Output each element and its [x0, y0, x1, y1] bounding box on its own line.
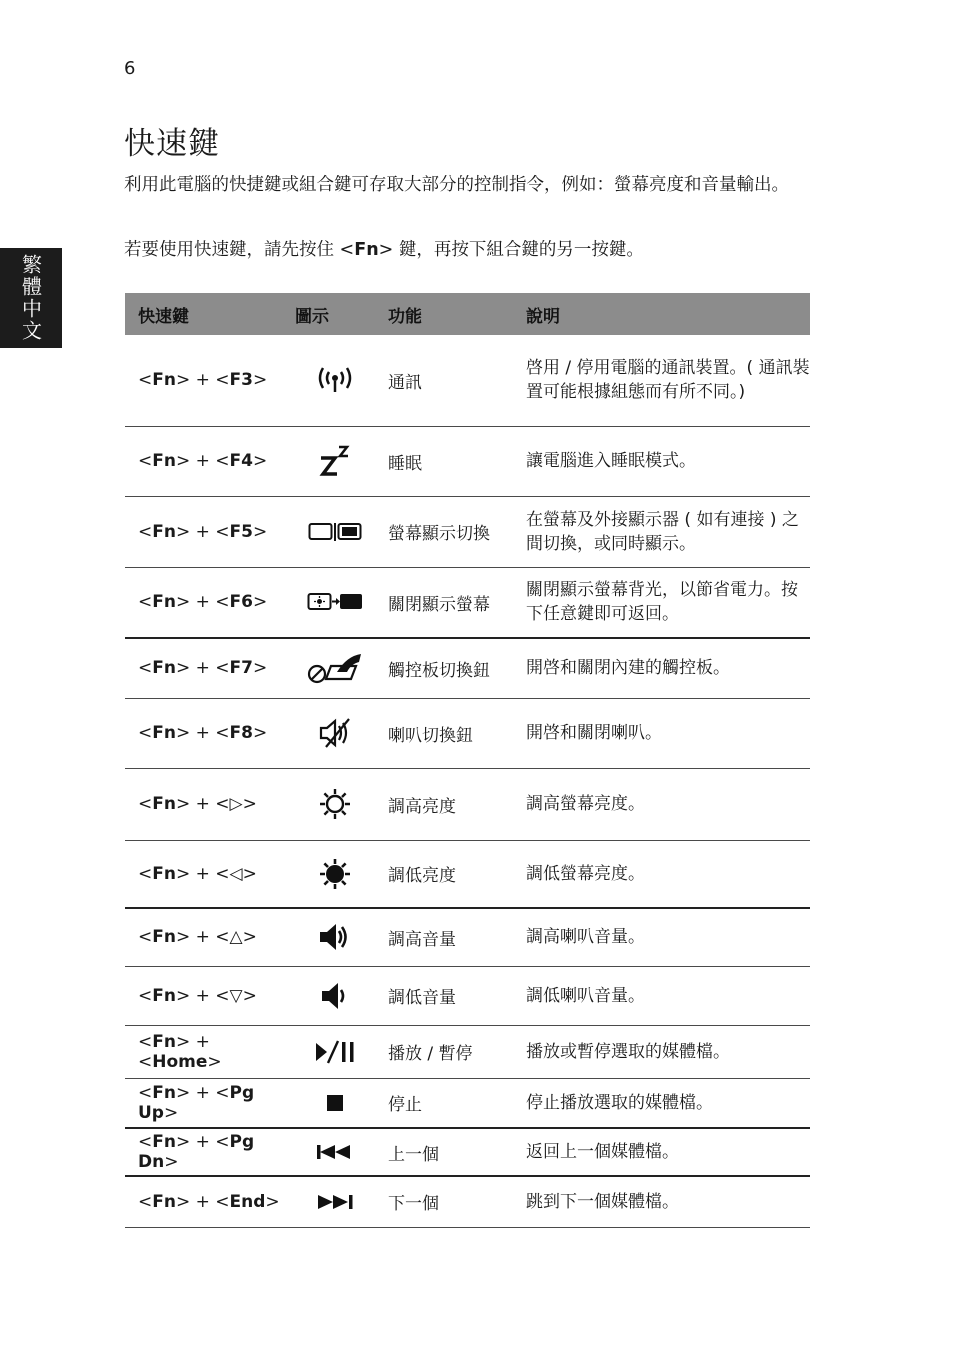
key-combo: <Fn> + <Pg Dn> — [125, 1128, 295, 1176]
page-title: 快速鍵 — [124, 126, 220, 162]
key-combo: <Fn> + <F8> — [125, 698, 295, 768]
volume-up-icon — [318, 922, 352, 952]
function-label: 調高音量 — [375, 908, 513, 966]
previous-track-icon — [315, 1143, 355, 1161]
wireless-communication-icon — [315, 366, 355, 394]
function-label: 停止 — [375, 1078, 513, 1128]
function-label: 下一個 — [375, 1176, 513, 1227]
description-text: 關閉顯示螢幕背光，以節省電力。按下任意鍵即可返回。 — [513, 567, 810, 638]
function-label: 喇叭切換鈕 — [375, 698, 513, 768]
description-text: 調低螢幕亮度。 — [513, 840, 810, 908]
stop-icon — [325, 1093, 345, 1113]
key-combo: <Fn> + <Home> — [125, 1025, 295, 1078]
function-label: 通訊 — [375, 335, 513, 426]
table-row — [125, 496, 810, 567]
description-text: 停止播放選取的媒體檔。 — [513, 1078, 810, 1128]
description-text: 調高喇叭音量。 — [513, 908, 810, 966]
function-label: 上一個 — [375, 1128, 513, 1176]
table-row — [125, 698, 810, 768]
sleep-zz-icon — [318, 444, 352, 478]
brightness-up-icon — [319, 788, 351, 820]
function-label: 關閉顯示螢幕 — [375, 567, 513, 638]
display-toggle-icon — [308, 522, 362, 542]
description-text: 返回上一個媒體檔。 — [513, 1128, 810, 1176]
touchpad-toggle-icon — [307, 652, 363, 684]
description-text: 調低喇叭音量。 — [513, 966, 810, 1025]
instruction-paragraph — [124, 238, 824, 263]
function-label: 播放 / 暫停 — [375, 1025, 513, 1078]
instruction-text-before: 若要使用快速鍵，請先按住 < — [124, 240, 355, 260]
page-number: 6 — [124, 58, 136, 79]
table-row — [125, 335, 810, 426]
description-text: 調高螢幕亮度。 — [513, 768, 810, 840]
play-pause-icon — [314, 1040, 356, 1064]
key-combo: <Fn> + <◁> — [125, 840, 295, 908]
instruction-text-after: > 鍵，再按下組合鍵的另一按鍵。 — [378, 240, 644, 260]
key-combo: <Fn> + <F6> — [125, 567, 295, 638]
instruction-key: Fn — [354, 240, 379, 260]
table-row — [125, 768, 810, 840]
volume-down-icon — [320, 981, 350, 1011]
description-text: 開啓和關閉喇叭。 — [513, 698, 810, 768]
description-text: 開啓和關閉內建的觸控板。 — [513, 638, 810, 698]
function-label: 睡眠 — [375, 426, 513, 496]
intro-paragraph: 利用此電腦的快捷鍵或組合鍵可存取大部分的控制指令，例如：螢幕亮度和音量輸出。 — [124, 175, 789, 195]
table-row — [125, 567, 810, 638]
table-row — [125, 638, 810, 698]
function-label: 調高亮度 — [375, 768, 513, 840]
function-label: 觸控板切換鈕 — [375, 638, 513, 698]
key-combo: <Fn> + <△> — [125, 908, 295, 966]
header-function: 功能 — [388, 306, 422, 327]
description-text: 跳到下一個媒體檔。 — [513, 1176, 810, 1227]
header-key: 快速鍵 — [138, 306, 189, 327]
description-text: 讓電腦進入睡眠模式。 — [513, 426, 810, 496]
speaker-mute-icon — [318, 718, 352, 748]
header-icon: 圖示 — [295, 306, 329, 327]
key-combo: <Fn> + <F3> — [125, 335, 295, 426]
key-combo: <Fn> + <F5> — [125, 496, 295, 567]
display-off-icon — [307, 592, 363, 612]
key-combo: <Fn> + <F4> — [125, 426, 295, 496]
description-text: 啓用 / 停用電腦的通訊裝置。( 通訊裝置可能根據組態而有所不同。) — [513, 335, 810, 426]
brightness-down-icon — [319, 858, 351, 890]
table-row — [125, 1176, 810, 1227]
key-combo: <Fn> + <End> — [125, 1176, 295, 1227]
function-label: 螢幕顯示切換 — [375, 496, 513, 567]
description-text: 在螢幕及外接顯示器 ( 如有連接 ) 之間切換，或同時顯示。 — [513, 496, 810, 567]
table-row — [125, 840, 810, 908]
table-row — [125, 1078, 810, 1128]
key-combo: <Fn> + <▽> — [125, 966, 295, 1025]
hotkey-table — [125, 293, 810, 1228]
key-combo: <Fn> + <F7> — [125, 638, 295, 698]
header-description: 說明 — [526, 306, 560, 327]
description-text: 播放或暫停選取的媒體檔。 — [513, 1025, 810, 1078]
table-row — [125, 1128, 810, 1176]
language-side-tab — [0, 248, 62, 348]
table-row — [125, 966, 810, 1025]
table-row — [125, 908, 810, 966]
key-combo: <Fn> + <▷> — [125, 768, 295, 840]
function-label: 調低音量 — [375, 966, 513, 1025]
table-row — [125, 426, 810, 496]
side-tab-label: 繁體中文 — [18, 254, 43, 342]
table-header-row — [125, 293, 810, 335]
table-row — [125, 1025, 810, 1078]
function-label: 調低亮度 — [375, 840, 513, 908]
next-track-icon — [315, 1193, 355, 1211]
key-combo: <Fn> + <Pg Up> — [125, 1078, 295, 1128]
